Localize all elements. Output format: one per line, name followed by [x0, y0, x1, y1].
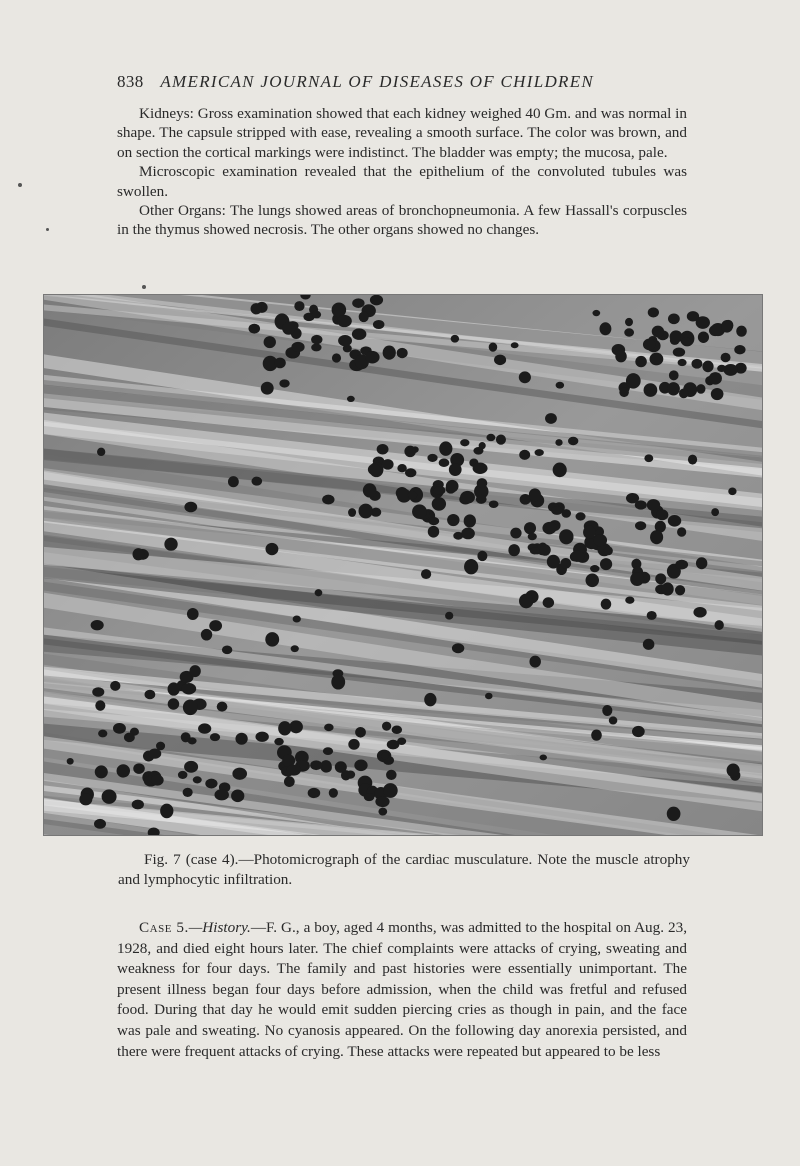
other-organs-label: Other Organs:	[139, 202, 226, 220]
photomicrograph-figure	[43, 294, 763, 836]
microscopic-paragraph: Microscopic examination revealed that the epithelium of the convoluted tubules was swollen.	[117, 163, 687, 200]
kidneys-paragraph	[117, 104, 687, 162]
case-5-paragraph	[117, 918, 687, 1062]
autopsy-findings-text	[117, 104, 687, 240]
margin-speck	[46, 228, 49, 231]
margin-speck	[142, 285, 146, 289]
case-5-section	[117, 918, 687, 1062]
other-organs-text: The lungs showed areas of bronchopneumonia. A few Hassall's corpuscles in the thymus showed necrosis. The other organs showed no changes.	[117, 202, 687, 239]
figure-caption	[118, 850, 690, 890]
photomicrograph-image	[44, 295, 762, 835]
case-5-text: —F. G., a boy, aged 4 months, was admitted to the hospital on Aug. 23, 1928, and died eight hours later. The chief complaints were attacks of crying, sweating and weakness for four days. The family and past histories were essentially unimportant. The present illness began four days before admission, when the child was fretful and refused food. During that day he would emit sudden piercing cries as though in pain, and the face was pale and sweating. No cyanosis appeared. On the following day anorexia persisted, and there were frequent attacks of crying. These attacks were repeated but appeared to be less	[117, 919, 687, 1060]
case-heading: Case 5.	[139, 919, 189, 936]
kidneys-text: Gross examination showed that each kidney weighed 40 Gm. and was normal in shape. The capsule stripped with ease, revealing a smooth surface. The color was brown, and on section the cortical markings were indistinct. The bladder was empty; the mucosa, pale.	[117, 105, 687, 161]
running-header	[117, 72, 697, 92]
history-label: —History.	[188, 919, 251, 936]
page-number: 838	[117, 72, 144, 91]
journal-title: AMERICAN JOURNAL OF DISEASES OF CHILDREN	[160, 72, 595, 91]
other-organs-paragraph	[117, 201, 687, 240]
figure-caption-text: —Photomicrograph of the cardiac musculature. Note the muscle atrophy and lymphocytic infiltration.	[118, 851, 690, 888]
figure-label: Fig. 7 (case 4).	[144, 851, 239, 868]
kidneys-label: Kidneys:	[139, 105, 194, 122]
margin-speck	[18, 183, 22, 187]
